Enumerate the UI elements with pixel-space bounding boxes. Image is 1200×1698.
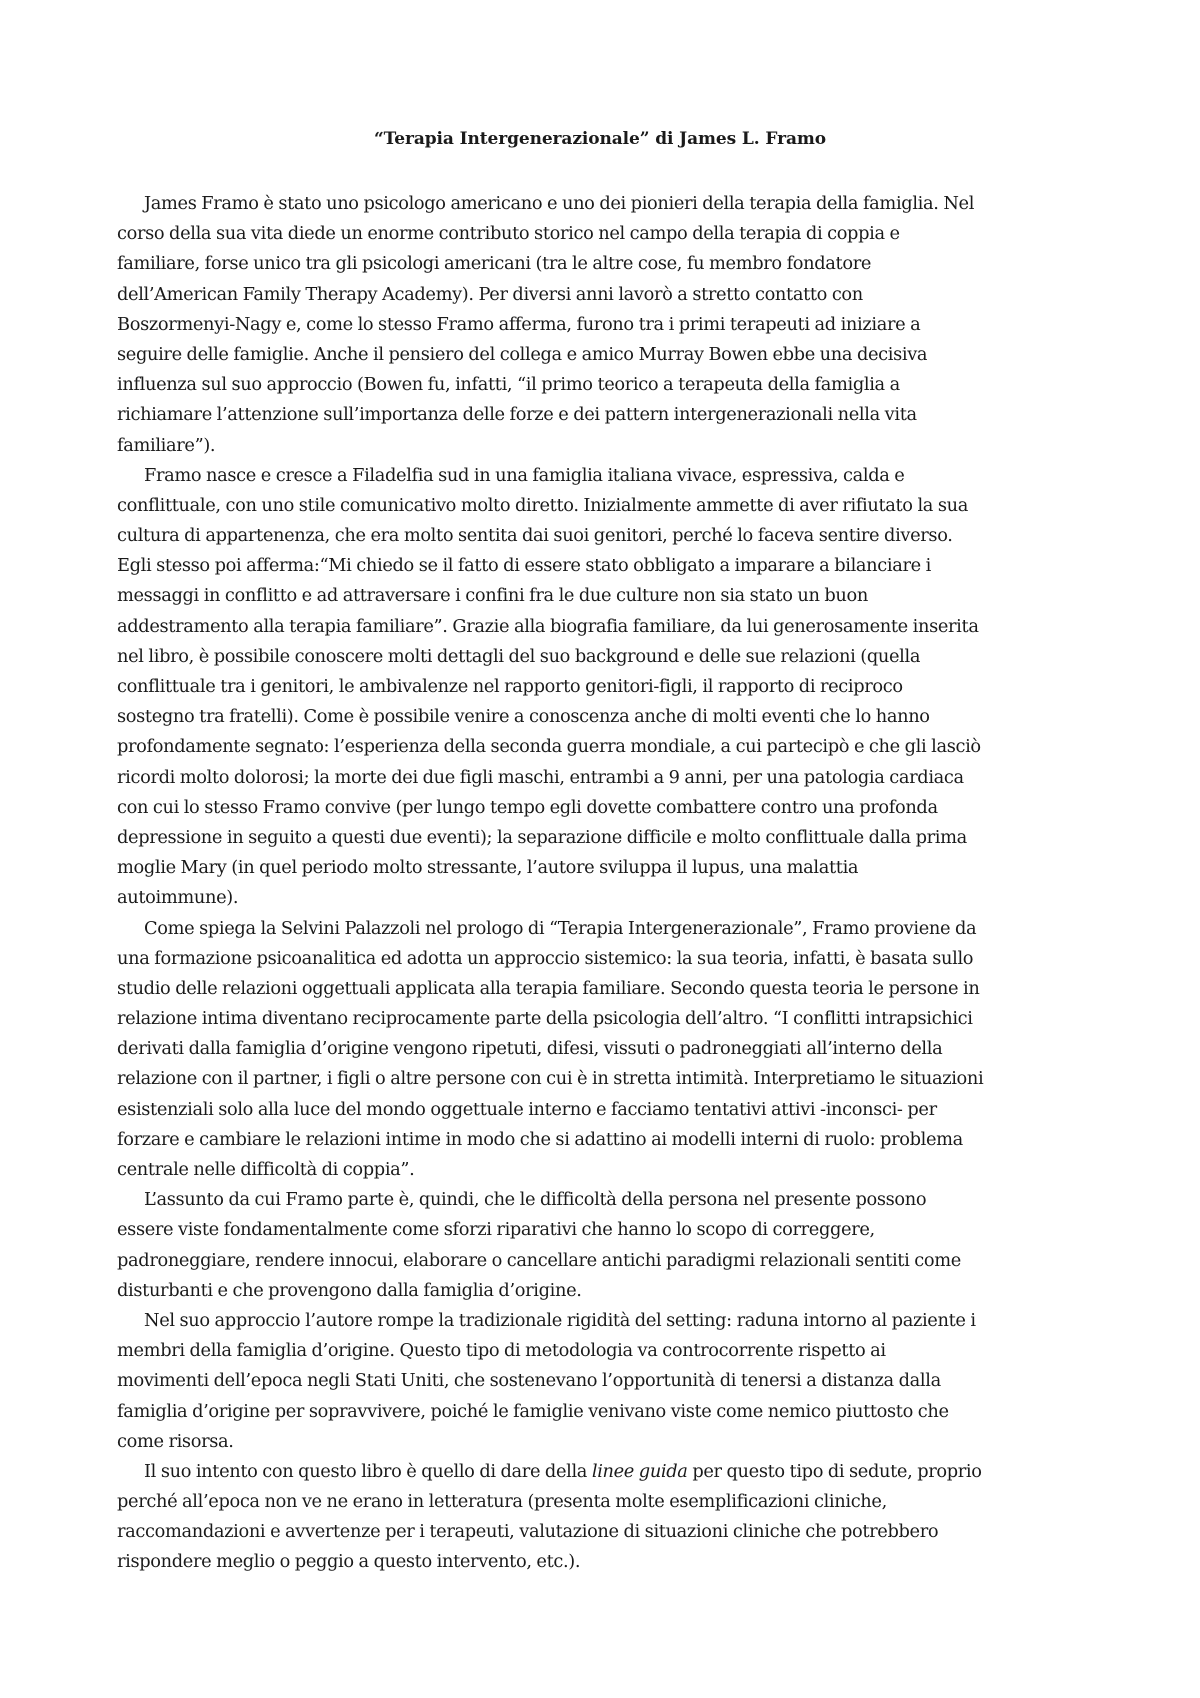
text-line: forzare e cambiare le relazioni intime in modo che si adattino ai modelli interni di ruolo: problema (117, 1128, 963, 1150)
paragraph-6 (117, 1457, 1117, 1578)
text-line: membri della famiglia d’origine. Questo tipo di metodologia va controcorrente rispetto ai (117, 1340, 886, 1362)
text-line: corso della sua vita diede un enorme contributo storico nel campo della terapia di coppia e (117, 223, 900, 245)
emphasis-text: linee guida (591, 1460, 688, 1482)
document-title: “Terapia Intergenerazionale” di James L. Framo (373, 129, 826, 149)
text-line: familiare”). (117, 434, 216, 456)
text-line: moglie Mary (in quel periodo molto stressante, l’autore sviluppa il lupus, una malattia (117, 857, 859, 879)
text-line: messaggi in conflitto e ad attraversare i confini fra le due culture non sia stato un buon (117, 585, 868, 607)
text-line (117, 1457, 1117, 1487)
text-line: nel libro, è possibile conoscere molti dettagli del suo background e delle sue relazioni (quella (117, 645, 921, 667)
text-line: derivati dalla famiglia d’origine vengono ripetuti, difesi, vissuti o padroneggiati all’interno della (117, 1038, 943, 1060)
paragraph-3 (117, 914, 1117, 1186)
text-line: Framo nasce e cresce a Filadelfia sud in una famiglia italiana vivace, espressiva, calda e (144, 464, 905, 486)
paragraph-5 (117, 1306, 1117, 1457)
text-line: padroneggiare, rendere innocui, elaborare o cancellare antichi paradigmi relazionali sentiti come (117, 1249, 961, 1271)
text-line: disturbanti e che provengono dalla famiglia d’origine. (117, 1279, 582, 1301)
text-line: Come spiega la Selvini Palazzoli nel prologo di “Terapia Intergenerazionale”, Framo proviene da (144, 917, 977, 939)
text-line: cultura di appartenenza, che era molto sentita dai suoi genitori, perché lo faceva sentire diverso. (117, 525, 953, 547)
text-line: L’assunto da cui Framo parte è, quindi, che le difficoltà della persona nel presente possono (144, 1189, 927, 1211)
text-line: perché all’epoca non ve ne erano in letteratura (presenta molte esemplificazioni cliniche, (117, 1491, 887, 1513)
text-line: addestramento alla terapia familiare”. Grazie alla biografia familiare, da lui generosamente inserita (117, 615, 979, 637)
text-line: relazione con il partner, i figli o altre persone con cui è in stretta intimità. Interpretiamo le situazioni (117, 1068, 984, 1090)
text-line: richiamare l’attenzione sull’importanza delle forze e dei pattern intergenerazionali nella vita (117, 404, 917, 426)
text-line: Nel suo approccio l’autore rompe la tradizionale rigidità del setting: raduna intorno al paziente i (144, 1309, 976, 1331)
paragraph-2 (117, 461, 1117, 914)
text-line: conflittuale tra i genitori, le ambivalenze nel rapporto genitori-figli, il rapporto di reciproco (117, 676, 903, 697)
text-line: familiare, forse unico tra gli psicologi americani (tra le altre cose, fu membro fondatore (117, 253, 872, 275)
text-line: James Framo è stato uno psicologo americano e uno dei pionieri della terapia della famiglia. Nel (144, 193, 975, 214)
text-line: relazione intima diventano reciprocamente parte della psicologia dell’altro. “I conflitti intrapsichici (117, 1008, 973, 1030)
text-line: Egli stesso poi afferma:“Mi chiedo se il fatto di essere stato obbligato a imparare a bilanciare i (117, 555, 931, 577)
text-line: raccomandazioni e avvertenze per i terapeuti, valutazione di situazioni cliniche che potrebbero (117, 1521, 939, 1543)
text-line: Boszormenyi-Nagy e, come lo stesso Framo afferma, furono tra i primi terapeuti ad iniziare a (117, 313, 921, 335)
paragraph-1 (117, 189, 1117, 461)
text-line: profondamente segnato: l’esperienza della seconda guerra mondiale, a cui partecipò e che gli lasciò (117, 736, 981, 758)
text-line: con cui lo stesso Framo convive (per lungo tempo egli dovette combattere contro una profonda (117, 796, 938, 818)
document-body (117, 189, 1117, 1578)
text-line: come risorsa. (117, 1430, 234, 1452)
text-line: autoimmune). (117, 887, 239, 909)
text-line: famiglia d’origine per sopravvivere, poiché le famiglie venivano viste come nemico piuttosto che (117, 1400, 949, 1422)
text-run: per questo tipo di sedute, proprio (687, 1460, 982, 1482)
text-line: una formazione psicoanalitica ed adotta un approccio sistemico: la sua teoria, infatti, è basata sullo (117, 947, 974, 969)
text-line: movimenti dell’epoca negli Stati Uniti, che sostenevano l’opportunità di tenersi a distanza dalla (117, 1370, 941, 1392)
text-line: centrale nelle difficoltà di coppia”. (117, 1159, 415, 1180)
text-line: studio delle relazioni oggettuali applicata alla terapia familiare. Secondo questa teoria le persone in (117, 977, 980, 999)
text-line: influenza sul suo approccio (Bowen fu, infatti, “il primo teorico a terapeuta della famiglia a (117, 374, 900, 396)
text-line: sostegno tra fratelli). Come è possibile venire a conoscenza anche di molti eventi che lo hanno (117, 706, 930, 728)
text-line: esistenziali solo alla luce del mondo oggettuale interno e facciamo tentativi attivi -inconsci- per (117, 1098, 937, 1120)
text-line: dell’American Family Therapy Academy). Per diversi anni lavorò a stretto contatto con (117, 283, 863, 305)
text-run: Il suo intento con questo libro è quello di dare della (144, 1460, 592, 1482)
text-line: ricordi molto dolorosi; la morte dei due figli maschi, entrambi a 9 anni, per una patologia cardiaca (117, 766, 964, 788)
text-line: depressione in seguito a questi due eventi); la separazione difficile e molto conflittuale dalla prima (117, 826, 967, 848)
text-line: essere viste fondamentalmente come sforzi riparativi che hanno lo scopo di correggere, (117, 1219, 875, 1241)
text-line: seguire delle famiglie. Anche il pensiero del collega e amico Murray Bowen ebbe una decisiva (117, 343, 928, 365)
text-line: rispondere meglio o peggio a questo intervento, etc.). (117, 1551, 581, 1573)
text-line: conflittuale, con uno stile comunicativo molto diretto. Inizialmente ammette di aver rifiutato la sua (117, 494, 968, 516)
paragraph-4 (117, 1185, 1117, 1306)
